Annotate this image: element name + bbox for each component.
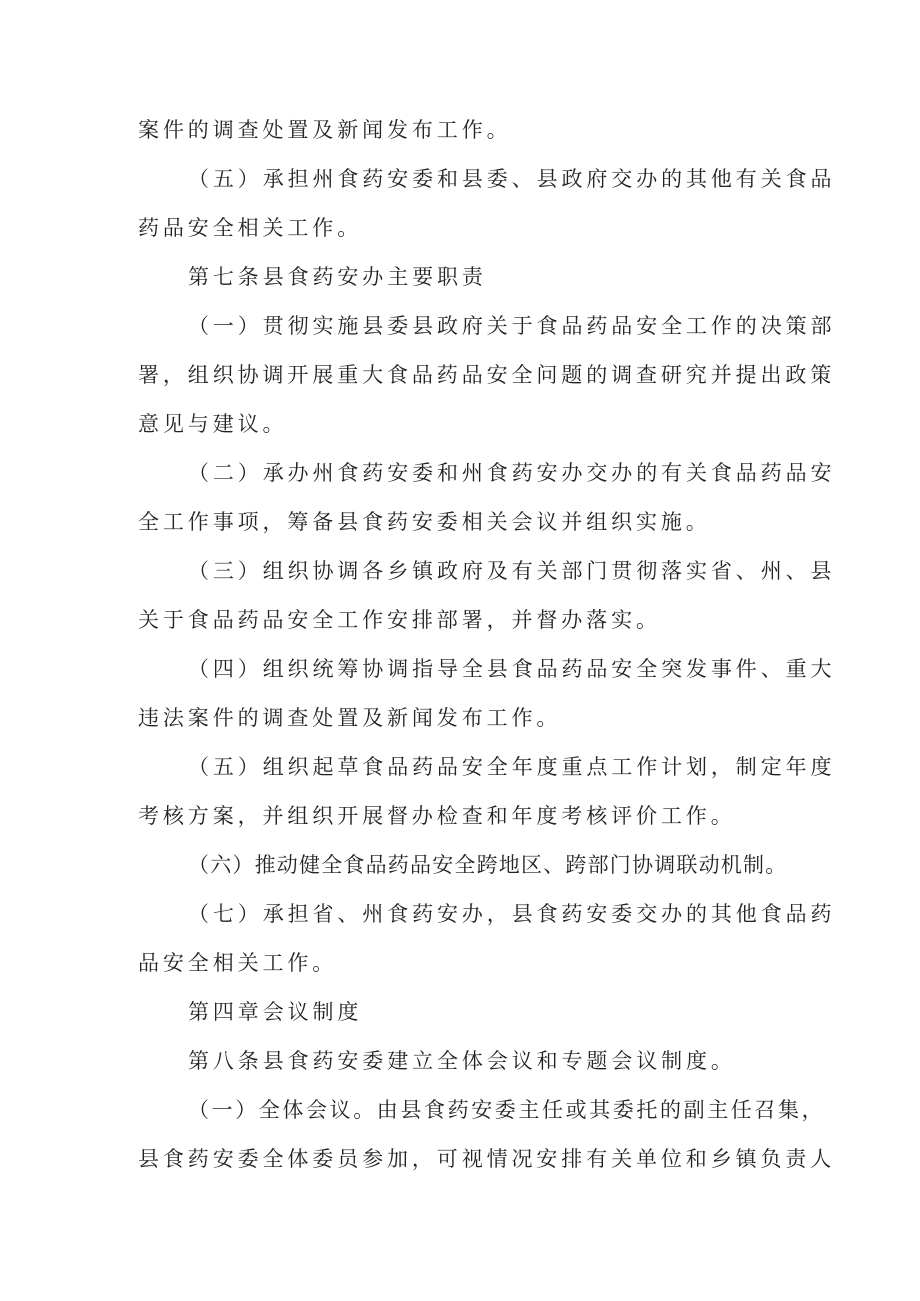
text-line: 全工作事项，筹备县食药安委相关会议并组织实施。 [138, 510, 711, 534]
text-line: 违法案件的调查处置及新闻发布工作。 [138, 706, 562, 730]
text-line: （一）全体会议。由县食药安委主任或其委托的副主任召集， [188, 1098, 826, 1122]
text-line: 考核方案，并组织开展督办检查和年度考核评价工作。 [138, 804, 736, 828]
text-line: 第八条县食药安委建立全体会议和专题会议制度。 [188, 1049, 736, 1073]
text-line: 县食药安委全体委员参加，可视情况安排有关单位和乡镇负责人 [138, 1147, 836, 1171]
text-line: 署，组织协调开展重大食品药品安全问题的调查研究并提出政策 [138, 363, 836, 387]
text-line: 关于食品药品安全工作安排部署，并督办落实。 [138, 608, 661, 632]
text-line: 药品安全相关工作。 [138, 216, 363, 240]
text-line: （一）贯彻实施县委县政府关于食品药品安全工作的决策部 [188, 314, 836, 338]
section-heading: 第四章会议制度 [188, 1000, 363, 1024]
text-line: （五）组织起草食品药品安全年度重点工作计划，制定年度 [188, 755, 836, 779]
text-line: （二）承办州食药安委和州食药安办交办的有关食品药品安 [188, 461, 836, 485]
text-line: （七）承担省、州食药安办，县食药安委交办的其他食品药 [188, 902, 836, 926]
text-line: （四）组织统筹协调指导全县食品药品安全突发事件、重大 [188, 657, 836, 681]
text-line: （六）推动健全食品药品安全跨地区、跨部门协调联动机制。 [188, 853, 788, 877]
text-line: （三）组织协调各乡镇政府及有关部门贯彻落实省、州、县 [188, 559, 836, 583]
text-line: 意见与建议。 [138, 412, 288, 436]
text-line: 第七条县食药安办主要职责 [188, 265, 487, 289]
text-line: 案件的调查处置及新闻发布工作。 [138, 118, 512, 142]
text-line: （五）承担州食药安委和县委、县政府交办的其他有关食品 [188, 167, 836, 191]
text-line: 品安全相关工作。 [138, 951, 338, 975]
